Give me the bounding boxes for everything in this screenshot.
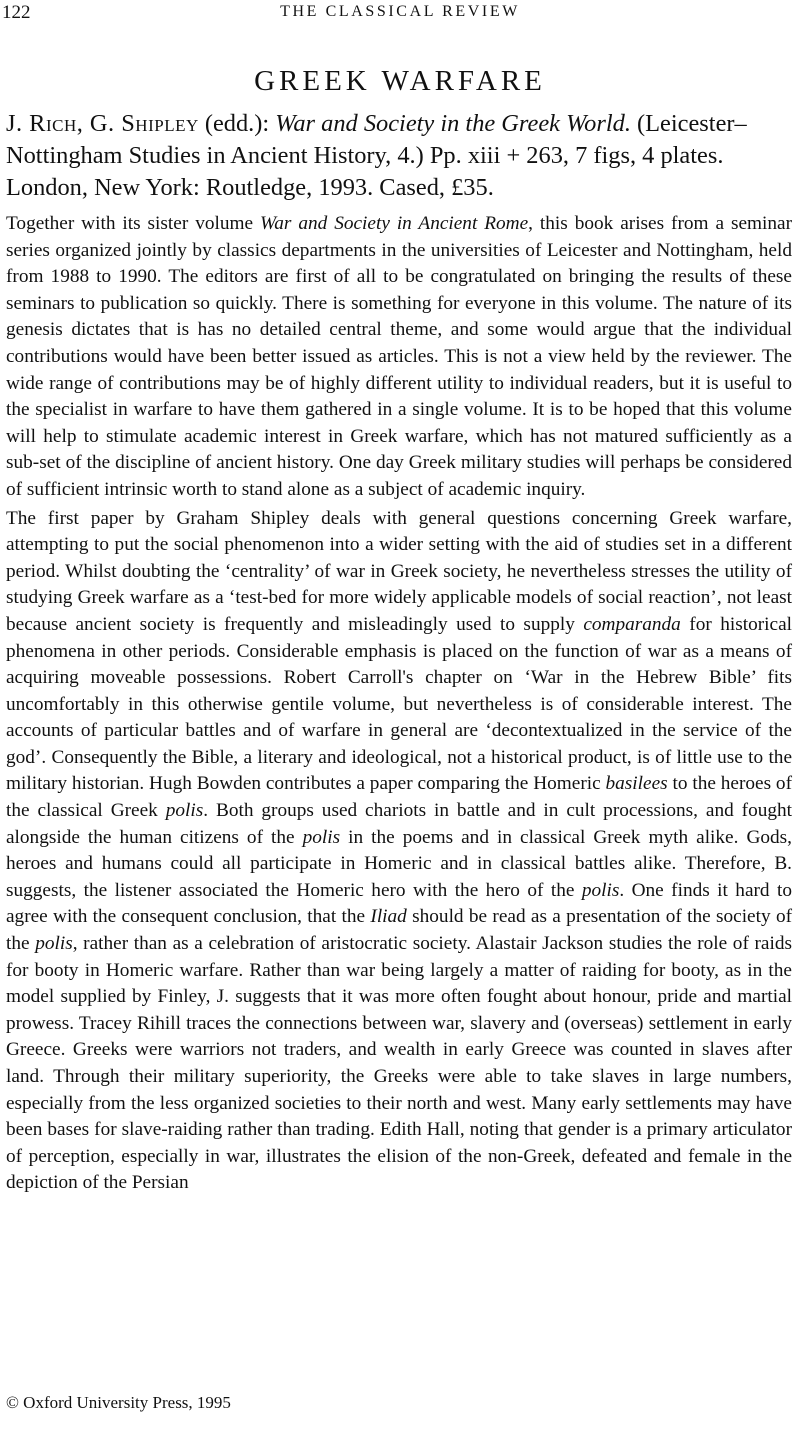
italic-text-run: Iliad	[370, 906, 407, 928]
citation-details: (Leicester–Nottingham Studies in Ancient History, 4.) Pp. xiii + 263, 7 figs, 4 plates. London, New York: Routledge, 1993. Cased, £35.	[6, 110, 747, 201]
italic-text-run: polis	[35, 933, 73, 955]
citation-editors-suffix: (edd.):	[198, 110, 276, 137]
citation-editors: J. Rich, G. Shipley	[6, 110, 199, 137]
article-title: GREEK WARFARE	[254, 65, 546, 98]
text-run: in the poems and in classical Greek myth alike. Gods, heroes and humans could all participate in Homeric and in classical battles alike. Therefore, B. suggests, the listener associated the Homeric hero with the hero of the	[6, 826, 792, 901]
copyright-notice: © Oxford University Press, 1995	[6, 1393, 231, 1412]
text-run: should be read as a presentation of the society of the	[6, 906, 793, 955]
page-number: 122	[2, 2, 31, 23]
running-head	[2, 2, 798, 28]
text-run: , rather than as a celebration of aristocratic society. Alastair Jackson studies the role of raids for booty in Homeric warfare. Rather than war being largely a matter of raiding for booty, as in the model supplied by Finley, J. suggests that it was more often fought about honour, pride and martial prowess. Tracey Rihill traces the connections between war, slavery and (overseas) settlement in early Greece. Greeks were warriors not traders, and wealth in early Greece was counted in slaves after land. Through their military superiority, the Greeks were able to take slaves in large numbers, especially from the less organized societies to their north and west. Many early settlements may have been bases for slave-raiding rather than trading. Edith Hall, noting that gender is a primary articulator of perception, especially in war, illustrates the elision of the non-Greek, defeated and female in the depiction of the Persian	[6, 933, 792, 1194]
italic-text-run: War and Society in Ancient Rome	[259, 213, 529, 234]
text-run: . One finds it hard to agree with the consequent conclusion, that the	[6, 879, 792, 928]
italic-text-run: basilees	[605, 773, 668, 795]
italic-text-run: comparanda	[583, 613, 681, 635]
text-run: The first paper by Graham Shipley deals with general questions concerning Greek warfare, attempting to put the social phenomenon into a wider setting with the aid of studies set in a different period. Whilst doubting the ‘centrality’ of war in Greek society, he nevertheless stresses the utility of studying Greek warfare as a ‘test-bed for more widely applicable models of social reaction’, not least because ancient society is frequently and misleadingly used to supply	[6, 507, 792, 635]
journal-name: THE CLASSICAL REVIEW	[280, 3, 520, 20]
text-run: to the heroes of the classical Greek	[6, 773, 792, 822]
text-run: Together with its sister volume	[6, 213, 260, 234]
text-run: . Both groups used chariots in battle and in cult processions, and fought alongside the human citizens of the	[6, 800, 792, 848]
review-body	[6, 211, 792, 1197]
paragraph-1	[6, 211, 792, 504]
italic-text-run: polis	[165, 800, 204, 822]
text-run: for historical phenomena in other periods. Considerable emphasis is placed on the function of war as a means of acquiring moveable possessions. Robert Carroll's chapter on ‘War in the Hebrew Bible’ fits uncomfortably in this otherwise gentile volume, but nevertheless is of considerable interest. The accounts of particular battles and of warfare in general are ‘decontextualized in the service of the god’. Consequently the Bible, a literary and ideological, not a historical product, is of little use to the military historian. Hugh Bowden contributes a paper comparing the Homeric	[6, 613, 793, 795]
book-citation	[6, 108, 794, 204]
citation-book-title: War and Society in the Greek World.	[275, 110, 631, 137]
text-run: , this book arises from a seminar series organized jointly by classics departments in the universities of Leicester and Nottingham, held from 1988 to 1990. The editors are first of all to be congratulated on bringing the results of these seminars to publication so quickly. There is something for everyone in this volume. The nature of its genesis dictates that is has no detailed central theme, and some would argue that the individual contributions would have been better issued as articles. This is not a view held by the reviewer. The wide range of contributions may be of highly different utility to individual readers, but it is useful to the specialist in warfare to have them gathered in a single volume. It is to be hoped that this volume will help to stimulate academic interest in Greek warfare, which has not matured sufficiently as a sub-set of the discipline of ancient history. One day Greek military studies will perhaps be considered of sufficient intrinsic worth to stand alone as a subject of academic inquiry.	[6, 213, 793, 500]
italic-text-run: polis	[581, 879, 620, 901]
paragraph-2	[6, 506, 792, 1197]
italic-text-run: polis	[302, 826, 341, 848]
